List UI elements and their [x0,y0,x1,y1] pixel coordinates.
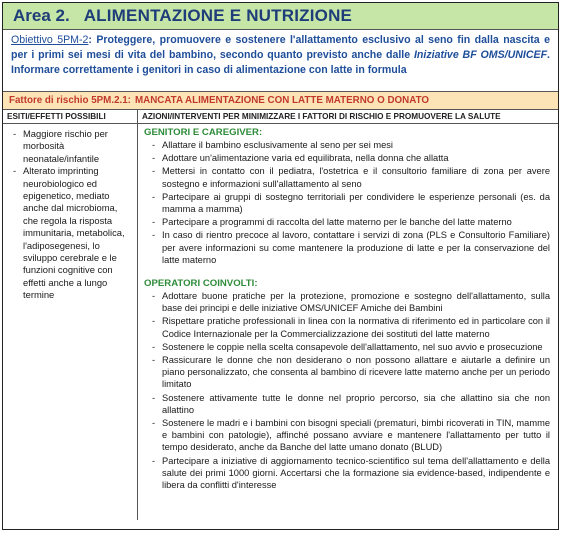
risk-factor-title: MANCATA ALIMENTAZIONE CON LATTE MATERNO O DONATO [134,95,430,106]
parents-action-item: - Allattare il bambino esclusivamente al seno per sei mesi [152,139,550,151]
parents-action-item: - Partecipare a programmi di raccolta del latte materno per le banche del latte materno [152,216,550,228]
actions-table [3,110,558,520]
objective-block [3,30,558,92]
operators-action-item: - Rassicurare le donne che non desiderano o non possono allattare e aiutarle a definire un piano personalizzato, che consenta al bambino di ricevere latte materno anche per un periodo limitato [152,354,550,391]
parents-action-item: - Mettersi in contatto con il pediatra, l'ostetrica e il consultorio familiare di zona per avere sostegno e informazioni sull'allattamento al seno [152,165,550,189]
area-title: ALIMENTAZIONE E NUTRIZIONE [83,6,353,25]
operators-actions-list [138,290,558,491]
effects-column [3,110,138,520]
operators-action-item: - Rispettare pratiche professionali in linea con la normativa di riferimento ed in particolare con il Codice Internazionale per la Commercializzazione dei sostituti del latte materno [152,315,550,339]
risk-factor-bar [3,92,558,110]
effect-item: - Maggiore rischio per morbosità neonatale/infantile [13,128,133,165]
actions-column-header: AZIONI/INTERVENTI PER MINIMIZZARE I FATTORI DI RISCHIO E PROMUOVERE LA SALUTE [138,110,558,124]
objective-text-2: . Informare correttamente i genitori in caso di alimentazione con latte in formula [11,49,550,77]
objective-link[interactable]: Obiettivo 5PM-2 [11,34,89,46]
objective-text-1: : Proteggere, promuovere e sostenere l'allattamento esclusivo al seno fin dalla nascita e per i primi sei mesi di vita del bambino, secondo quanto previsto anche dalle [11,34,550,62]
effects-list [3,124,137,302]
operators-action-item: - Partecipare a iniziative di aggiornamento tecnico-scientifico sul tema dell'allattamento e della salute dei primi 1000 giorni. Accertarsi che la formazione sia evidence-based, indipendente e libera da conflitti d'interesse [152,455,550,492]
operators-action-item: - Sostenere le coppie nella scelta consapevole dell'allattamento, nel suo avvio e prosecuzione [152,341,550,353]
operators-action-item: - Sostenere le madri e i bambini con bisogni speciali (prematuri, bimbi ricoverati in TIN, mamme e bambini con patologie), affinché possano avviare e mantenere l'allattamento per tutto il tempo desiderato, anche da Banche del latte umano donato (BLUD) [152,417,550,454]
actions-column [138,110,558,520]
parents-action-item: - Partecipare ai gruppi di sostegno territoriali per condividere le esperienze personali (es. da mamma a mamma) [152,191,550,215]
operators-action-item: - Adottare buone pratiche per la protezione, promozione e sostegno dell'allattamento, sulla base dei principi e delle iniziative OMS/UNICEF Amiche dei Bambini [152,290,550,314]
operators-action-item: - Sostenere attivamente tutte le donne nel proprio percorso, sia che allattino sia che non allattino [152,392,550,416]
parents-action-item: - Adottare un'alimentazione varia ed equilibrata, nella donna che allatta [152,152,550,164]
area-label: Area 2. [13,6,70,25]
parents-action-item: - In caso di rientro precoce al lavoro, contattare i servizi di zona (PLS e Consultorio Familiare) per avere informazioni su come mantenere la produzione di latte e per la conservazione del latte materno [152,229,550,266]
objective-emphasis: Iniziative BF OMS/UNICEF [413,49,548,62]
parents-section-title: GENITORI E CAREGIVER: [144,127,263,138]
effects-column-header: ESITI/EFFETTI POSSIBILI [3,110,137,124]
parents-actions-list [138,139,558,266]
effect-item: - Alterato imprinting neurobiologico ed epigenetico, mediato anche dal microbioma, che regola la risposta immunitaria, metabolica, l'adiposegenesi, lo sviluppo cerebrale e le funzioni cognitive con effetti anche a lungo termine [13,165,133,301]
risk-factor-label: Fattore di rischio 5PM.2.1: [9,95,131,106]
operators-section-title: OPERATORI COINVOLTI: [144,278,258,290]
section-spacer [138,267,558,275]
document-frame [2,2,559,530]
area-header [3,3,558,30]
